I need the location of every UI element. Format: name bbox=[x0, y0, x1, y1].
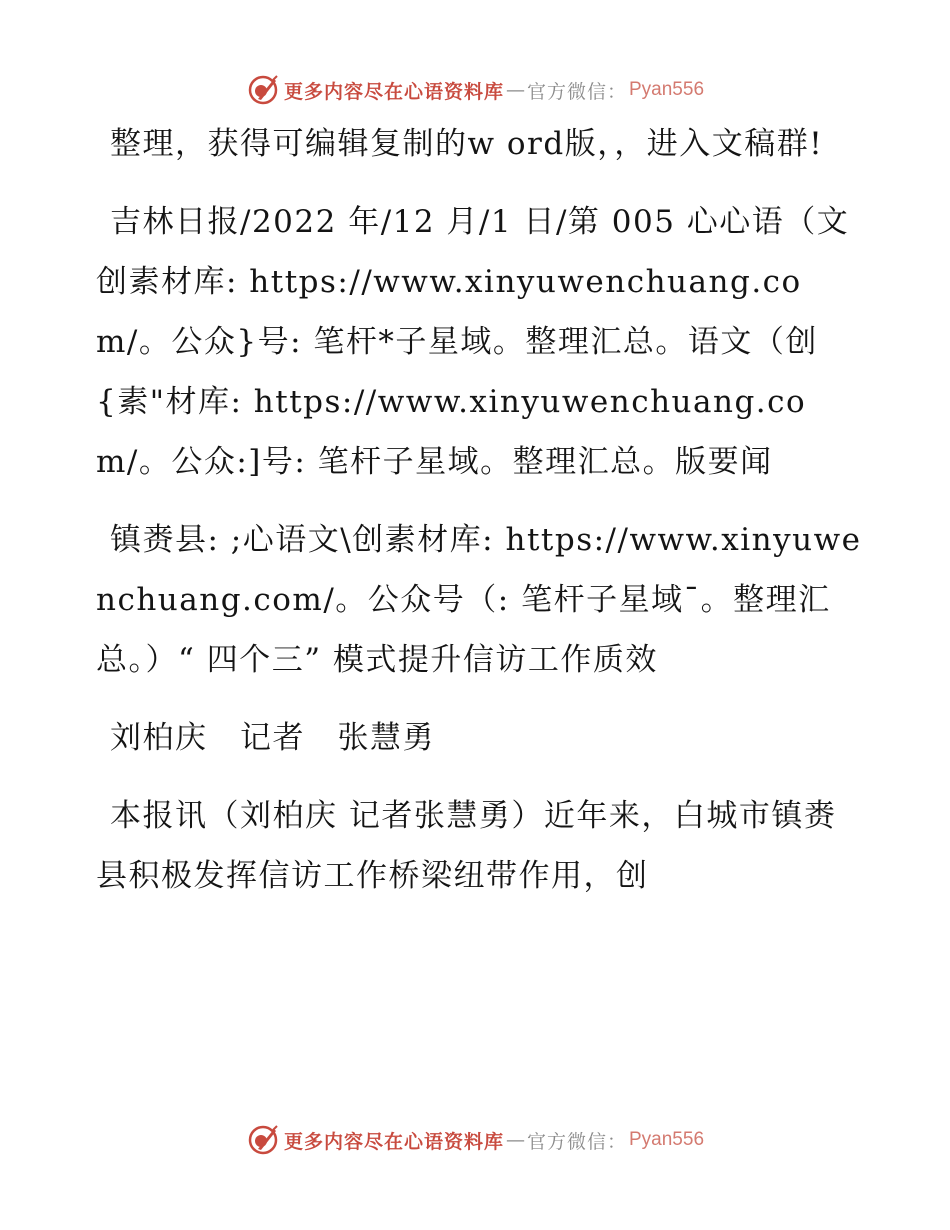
header-banner bbox=[0, 70, 950, 110]
footer-banner-wechat-label: 官方微信： bbox=[526, 1130, 627, 1153]
quill-seal-icon bbox=[246, 73, 280, 107]
footer-banner-title: 更多内容尽在心语资料库 bbox=[283, 1130, 504, 1153]
footer-banner bbox=[0, 1120, 950, 1160]
paragraph-headline: 镇赉县: ;心语文\创素材库: https://www.xinyuwenchuang.com/。公众号（: 笔杆子星域¯。整理汇总。）“ 四个三” 模式提升信访工作质效 bbox=[96, 522, 862, 678]
footer-banner-wechat-id: Pyan556 bbox=[629, 1129, 705, 1150]
document-body bbox=[96, 114, 866, 924]
paragraph-source: 吉林日报/2022 年/12 月/1 日/第 005 心心语（文创素材库: https://www.xinyuwenchuang.com/。公众}号: 笔杆*子星域。整理汇总。语文（创{素"材库: https://www.xinyuwenchuang.com/。公众:]号: 笔杆子星域。整理汇总。版要闻 bbox=[96, 204, 850, 480]
banner-wechat-label: 官方微信： bbox=[526, 80, 627, 103]
footer-banner-dash: — bbox=[505, 1129, 525, 1151]
banner-title: 更多内容尽在心语资料库 bbox=[283, 80, 504, 103]
banner-wechat-id: Pyan556 bbox=[629, 79, 705, 100]
quill-seal-icon bbox=[246, 1123, 280, 1157]
paragraph-lead: 本报讯（刘柏庆 记者张慧勇）近年来，白城市镇赉县积极发挥信访工作桥梁纽带作用，创 bbox=[96, 798, 837, 894]
paragraph-byline: 刘柏庆 记者 张慧勇 bbox=[110, 720, 435, 756]
paragraph-intro: 整理，获得可编辑复制的w ord版，，进入文稿群! bbox=[110, 126, 824, 162]
banner-dash: — bbox=[505, 79, 525, 101]
